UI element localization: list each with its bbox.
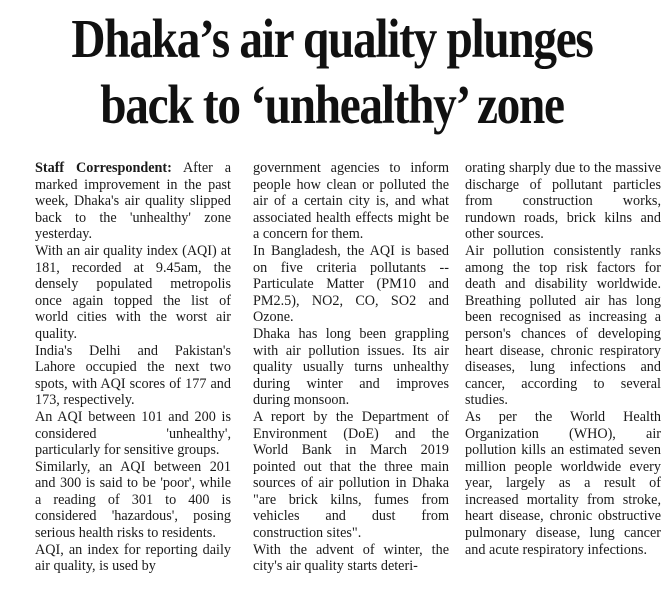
article-paragraph: In Bangladesh, the AQI is based on five criteria pollutants -- Particulate Matter (PM10 and PM2.5), NO2, CO, SO2 and Ozone. xyxy=(253,242,449,326)
byline: Staff Correspondent: xyxy=(35,160,172,176)
headline xyxy=(46,6,617,138)
article-paragraph xyxy=(35,160,231,243)
article-column-2 xyxy=(253,160,449,575)
article-paragraph: With an air quality index (AQI) at 181, recorded at 9.45am, the densely populated metropolis once again topped the list of world cities with the worst air quality. xyxy=(35,242,231,342)
article-body xyxy=(35,160,661,612)
article-paragraph: An AQI between 101 and 200 is considered 'unhealthy', particularly for sensitive groups. xyxy=(35,408,231,459)
article-paragraph: orating sharply due to the massive discharge of pollutant particles from construction works, rundown roads, brick kilns and other sources. xyxy=(465,160,661,243)
article-paragraph: Air pollution consistently ranks among the top risk factors for death and disability worldwide. Breathing polluted air has long been recognised as increasing a person's chances of developing heart disease, chronic respiratory diseases, lung infections and cancer, according to several studies. xyxy=(465,242,661,409)
article-paragraph: government agencies to inform people how clean or polluted the air of a certain city is, and what associated health effects might be a concern for them. xyxy=(253,160,449,243)
article-paragraph: With the advent of winter, the city's air quality starts deteri- xyxy=(253,541,449,575)
headline-line-1: Dhaka’s air quality plunges xyxy=(71,8,593,69)
article-paragraph: AQI, an index for reporting daily air quality, is used by xyxy=(35,541,231,575)
article-paragraph: Similarly, an AQI between 201 and 300 is said to be 'poor', while a reading of 301 to 400 is considered 'hazardous', posing serious health risks to residents. xyxy=(35,458,231,542)
article-paragraph: A report by the Department of Environment (DoE) and the World Bank in March 2019 pointed out that the three main sources of air pollution in Dhaka "are brick kilns, fumes from vehicles and dust from construction sites". xyxy=(253,408,449,542)
article-column-1 xyxy=(35,160,231,575)
headline-line-2: back to ‘unhealthy’ zone xyxy=(100,74,564,135)
article-paragraph-text: After a marked improvement in the past week, Dhaka's air quality slipped back to the 'unhealthy' zone yesterday. xyxy=(35,160,231,243)
article-paragraph: India's Delhi and Pakistan's Lahore occupied the next two spots, with AQI scores of 177 and 173, respectively. xyxy=(35,342,231,409)
article-paragraph: As per the World Health Organization (WHO), air pollution kills an estimated seven million people worldwide every year, largely as a result of increased mortality from stroke, heart disease, chronic obstructive pulmonary disease, lung cancer and acute respiratory infections. xyxy=(465,408,661,558)
article-paragraph: Dhaka has long been grappling with air pollution issues. Its air quality usually turns unhealthy during winter and improves during monsoon. xyxy=(253,325,449,409)
article-column-3 xyxy=(465,160,661,558)
